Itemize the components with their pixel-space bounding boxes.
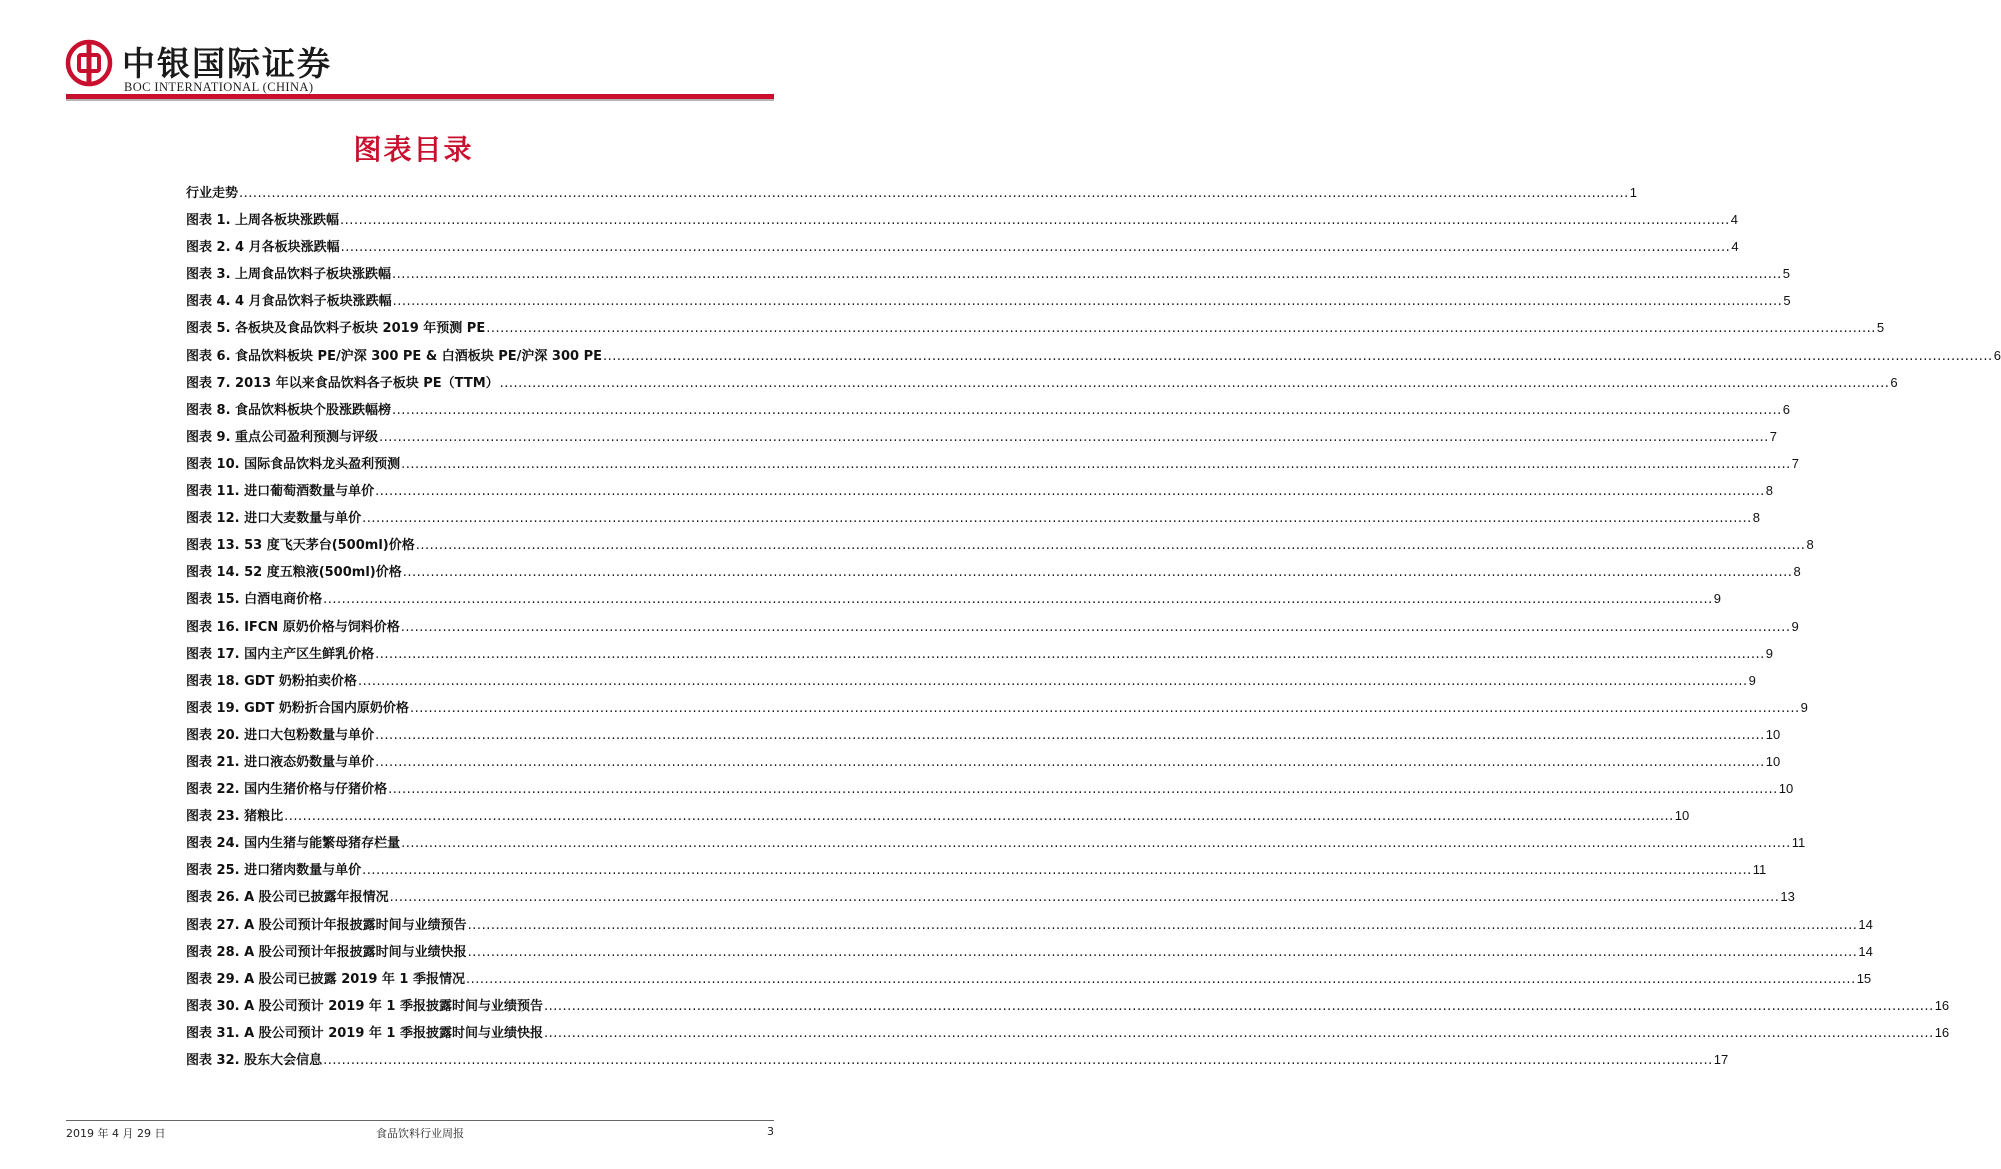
- toc-entry-page: 4: [1731, 239, 1739, 255]
- toc-dot-leader: ............................................................................................................................................................................................................................................................................................................: [323, 592, 1713, 608]
- toc-entry[interactable]: [186, 859, 1767, 886]
- toc-entry-label: 图表 30. A 股公司预计 2019 年 1 季报披露时间与业绩预告: [186, 998, 543, 1014]
- toc-entry-page: 10: [1765, 726, 1781, 742]
- toc-entry-label: 图表 13. 53 度飞天茅台(500ml)价格: [186, 538, 415, 554]
- toc-entry[interactable]: [186, 317, 1885, 344]
- toc-entry[interactable]: [186, 263, 1790, 290]
- toc-dot-leader: ............................................................................................................................................................................................................................................................................................................: [375, 754, 1765, 770]
- toc-entry[interactable]: [186, 399, 1790, 426]
- toc-dot-leader: ............................................................................................................................................................................................................................................................................................................: [602, 348, 1993, 364]
- toc-entry[interactable]: [186, 941, 1873, 968]
- brand-name-cn: 中银国际证券: [122, 44, 332, 83]
- toc-entry-page: 15: [1856, 970, 1872, 986]
- toc-dot-leader: ............................................................................................................................................................................................................................................................................................................: [486, 321, 1876, 337]
- toc-entry-label: 图表 2. 4 月各板块涨跌幅: [186, 240, 340, 256]
- toc-entry[interactable]: [186, 968, 1872, 995]
- footer-date: 2019 年 4 月 29 日: [66, 1127, 166, 1140]
- toc-entry-label: 图表 8. 食品饮料板块个股涨跌幅榜: [186, 402, 392, 418]
- footer-report-title: 食品饮料行业周报: [376, 1127, 464, 1140]
- toc-entry-label: 图表 10. 国际食品饮料龙头盈利预测: [186, 456, 401, 472]
- toc-entry[interactable]: [186, 805, 1690, 832]
- toc-entry-page: 14: [1858, 916, 1873, 932]
- toc-dot-leader: ............................................................................................................................................................................................................................................................................................................: [375, 646, 1765, 662]
- toc-entry[interactable]: [186, 534, 1814, 561]
- toc-dot-leader: ............................................................................................................................................................................................................................................................................................................: [401, 836, 1791, 852]
- toc-entry-label: 图表 18. GDT 奶粉拍卖价格: [186, 673, 357, 689]
- toc-entry-label: 图表 23. 猪粮比: [186, 809, 284, 825]
- toc-entry-label: 图表 15. 白酒电商价格: [186, 592, 323, 608]
- toc-dot-leader: ............................................................................................................................................................................................................................................................................................................: [409, 700, 1800, 716]
- toc-entry-page: 6: [1782, 401, 1790, 417]
- toc-entry[interactable]: [186, 236, 1739, 263]
- toc-dot-leader: ............................................................................................................................................................................................................................................................................................................: [362, 511, 1752, 527]
- brand-name-en: BOC INTERNATIONAL (CHINA): [124, 80, 314, 94]
- toc-entry-label: 图表 21. 进口液态奶数量与单价: [186, 754, 375, 770]
- boc-logo-icon: [66, 40, 112, 86]
- toc-entry[interactable]: [186, 453, 1800, 480]
- toc-entry[interactable]: [186, 561, 1801, 588]
- toc-entry[interactable]: [186, 1049, 1729, 1076]
- toc-entry[interactable]: [186, 995, 1950, 1022]
- toc-dot-leader: ............................................................................................................................................................................................................................................................................................................: [401, 456, 1791, 472]
- toc-dot-leader: ............................................................................................................................................................................................................................................................................................................: [379, 429, 1769, 445]
- toc-entry-label: 图表 27. A 股公司预计年报披露时间与业绩预告: [186, 917, 467, 933]
- toc-entry-page: 11: [1791, 835, 1806, 851]
- toc-dot-leader: ............................................................................................................................................................................................................................................................................................................: [392, 294, 1783, 310]
- toc-entry-page: 10: [1778, 781, 1794, 797]
- toc-entry-label: 图表 28. A 股公司预计年报披露时间与业绩快报: [186, 944, 467, 960]
- toc-entry-label: 图表 19. GDT 奶粉折合国内原奶价格: [186, 700, 409, 716]
- toc-entry-page: 11: [1752, 862, 1767, 878]
- toc-dot-leader: ............................................................................................................................................................................................................................................................................................................: [239, 186, 1629, 201]
- toc-entry[interactable]: [186, 588, 1722, 615]
- toc-entry-label: 图表 17. 国内主产区生鲜乳价格: [186, 646, 375, 662]
- toc-dot-leader: ............................................................................................................................................................................................................................................................................................................: [375, 727, 1765, 743]
- toc-dot-leader: ............................................................................................................................................................................................................................................................................................................: [467, 917, 1858, 933]
- toc-entry-label: 图表 11. 进口葡萄酒数量与单价: [186, 484, 375, 500]
- toc-entry[interactable]: [186, 643, 1774, 670]
- toc-entry[interactable]: [186, 724, 1781, 751]
- toc-dot-leader: ............................................................................................................................................................................................................................................................................................................: [392, 267, 1782, 283]
- toc-entry[interactable]: [186, 1022, 1950, 1049]
- toc-dot-leader: ............................................................................................................................................................................................................................................................................................................: [375, 484, 1765, 500]
- toc-entry-page: 8: [1752, 510, 1761, 526]
- toc-dot-leader: ............................................................................................................................................................................................................................................................................................................: [340, 213, 1730, 229]
- toc-entry[interactable]: [186, 209, 1738, 236]
- toc-dot-leader: ............................................................................................................................................................................................................................................................................................................: [415, 538, 1806, 554]
- toc-entry-page: 8: [1806, 537, 1814, 553]
- toc-entry-label: 图表 31. A 股公司预计 2019 年 1 季报披露时间与业绩快报: [186, 1025, 543, 1041]
- toc-entry[interactable]: [186, 778, 1794, 805]
- toc-entry-label: 图表 12. 进口大麦数量与单价: [186, 511, 362, 527]
- toc-entry[interactable]: [186, 751, 1781, 778]
- toc-entry-page: 8: [1793, 564, 1801, 580]
- toc-entry[interactable]: [186, 372, 1898, 399]
- toc-entry-page: 5: [1876, 320, 1885, 336]
- toc-entry-label: 图表 25. 进口猪肉数量与单价: [186, 863, 362, 879]
- table-of-figures: [186, 182, 2001, 1076]
- toc-entry-label: 图表 20. 进口大包粉数量与单价: [186, 727, 375, 743]
- toc-entry-page: 9: [1800, 699, 1808, 715]
- toc-entry-label: 图表 22. 国内生猪价格与仔猪价格: [186, 782, 388, 798]
- toc-entry-label: 图表 16. IFCN 原奶价格与饲料价格: [186, 619, 400, 635]
- toc-entry[interactable]: [186, 507, 1761, 534]
- toc-entry-page: 10: [1674, 808, 1690, 824]
- toc-entry-page: 14: [1858, 943, 1873, 959]
- toc-entry[interactable]: [186, 290, 1791, 317]
- toc-entry-page: 5: [1782, 266, 1790, 282]
- toc-entry-label: 图表 7. 2013 年以来食品饮料各子板块 PE（TTM）: [186, 375, 499, 391]
- toc-dot-leader: ............................................................................................................................................................................................................................................................................................................: [284, 809, 1674, 825]
- toc-entry-page: 13: [1780, 889, 1795, 905]
- toc-dot-leader: ............................................................................................................................................................................................................................................................................................................: [392, 402, 1782, 418]
- toc-dot-leader: ............................................................................................................................................................................................................................................................................................................: [402, 565, 1793, 581]
- toc-dot-leader: ............................................................................................................................................................................................................................................................................................................: [362, 863, 1752, 879]
- toc-entry[interactable]: [186, 616, 1799, 643]
- toc-entry-page: 7: [1769, 428, 1777, 444]
- header-divider-shadow: [66, 99, 774, 101]
- toc-dot-leader: ............................................................................................................................................................................................................................................................................................................: [357, 673, 1748, 689]
- toc-entry[interactable]: [186, 426, 1777, 453]
- toc-entry[interactable]: [186, 886, 1795, 913]
- toc-entry-page: 5: [1783, 293, 1791, 309]
- toc-dot-leader: ............................................................................................................................................................................................................................................................................................................: [323, 1053, 1713, 1068]
- toc-entry[interactable]: [186, 670, 1756, 697]
- toc-entry-page: 6: [1890, 374, 1898, 390]
- toc-entry-label: 图表 26. A 股公司已披露年报情况: [186, 890, 389, 906]
- toc-entry[interactable]: [186, 182, 1637, 209]
- toc-dot-leader: ............................................................................................................................................................................................................................................................................................................: [544, 1025, 1934, 1041]
- toc-dot-leader: ............................................................................................................................................................................................................................................................................................................: [467, 944, 1858, 960]
- toc-entry-label: 行业走势: [186, 186, 239, 201]
- toc-entry[interactable]: [186, 345, 2001, 372]
- toc-entry-label: 图表 6. 食品饮料板块 PE/沪深 300 PE & 白酒板块 PE/沪深 300 PE: [186, 348, 602, 364]
- toc-entry[interactable]: [186, 832, 1806, 859]
- toc-entry-page: 9: [1748, 672, 1756, 688]
- toc-entry-page: 7: [1791, 455, 1800, 471]
- toc-entry-page: 6: [1993, 347, 2001, 363]
- toc-dot-leader: ............................................................................................................................................................................................................................................................................................................: [400, 619, 1791, 635]
- toc-entry-page: 1: [1629, 185, 1637, 200]
- toc-dot-leader: ............................................................................................................................................................................................................................................................................................................: [499, 375, 1890, 391]
- toc-entry-label: 图表 4. 4 月食品饮料子板块涨跌幅: [186, 294, 392, 310]
- toc-dot-leader: ............................................................................................................................................................................................................................................................................................................: [544, 998, 1934, 1014]
- toc-dot-leader: ............................................................................................................................................................................................................................................................................................................: [466, 971, 1856, 987]
- toc-entry[interactable]: [186, 914, 1873, 941]
- toc-entry-page: 16: [1934, 997, 1950, 1013]
- toc-entry[interactable]: [186, 697, 1808, 724]
- toc-title: 图表目录: [353, 133, 474, 166]
- toc-dot-leader: ............................................................................................................................................................................................................................................................................................................: [340, 240, 1731, 256]
- toc-dot-leader: ............................................................................................................................................................................................................................................................................................................: [389, 890, 1780, 906]
- toc-entry-page: 9: [1713, 591, 1722, 607]
- footer-divider: [66, 1120, 774, 1121]
- toc-entry-label: 图表 32. 股东大会信息: [186, 1053, 323, 1068]
- toc-entry-label: 图表 29. A 股公司已披露 2019 年 1 季报情况: [186, 971, 465, 987]
- toc-entry-label: 图表 14. 52 度五粮液(500ml)价格: [186, 565, 402, 581]
- toc-dot-leader: ............................................................................................................................................................................................................................................................................................................: [388, 782, 1778, 798]
- toc-entry-page: 10: [1765, 753, 1781, 769]
- toc-entry-page: 9: [1791, 618, 1799, 634]
- toc-entry-label: 图表 3. 上周食品饮料子板块涨跌幅: [186, 267, 392, 283]
- toc-entry-page: 17: [1713, 1052, 1729, 1067]
- footer-page-number: 3: [767, 1125, 774, 1138]
- toc-entry-page: 8: [1765, 483, 1774, 499]
- toc-entry-page: 4: [1730, 212, 1738, 228]
- page-footer: [66, 1120, 774, 1142]
- page-header: [66, 36, 774, 104]
- toc-entry[interactable]: [186, 480, 1774, 507]
- toc-entry-label: 图表 9. 重点公司盈利预测与评级: [186, 429, 379, 445]
- toc-entry-label: 图表 1. 上周各板块涨跌幅: [186, 213, 340, 229]
- toc-entry-label: 图表 24. 国内生猪与能繁母猪存栏量: [186, 836, 401, 852]
- toc-entry-page: 9: [1765, 645, 1774, 661]
- toc-entry-page: 16: [1934, 1024, 1950, 1040]
- toc-entry-label: 图表 5. 各板块及食品饮料子板块 2019 年预测 PE: [186, 321, 486, 337]
